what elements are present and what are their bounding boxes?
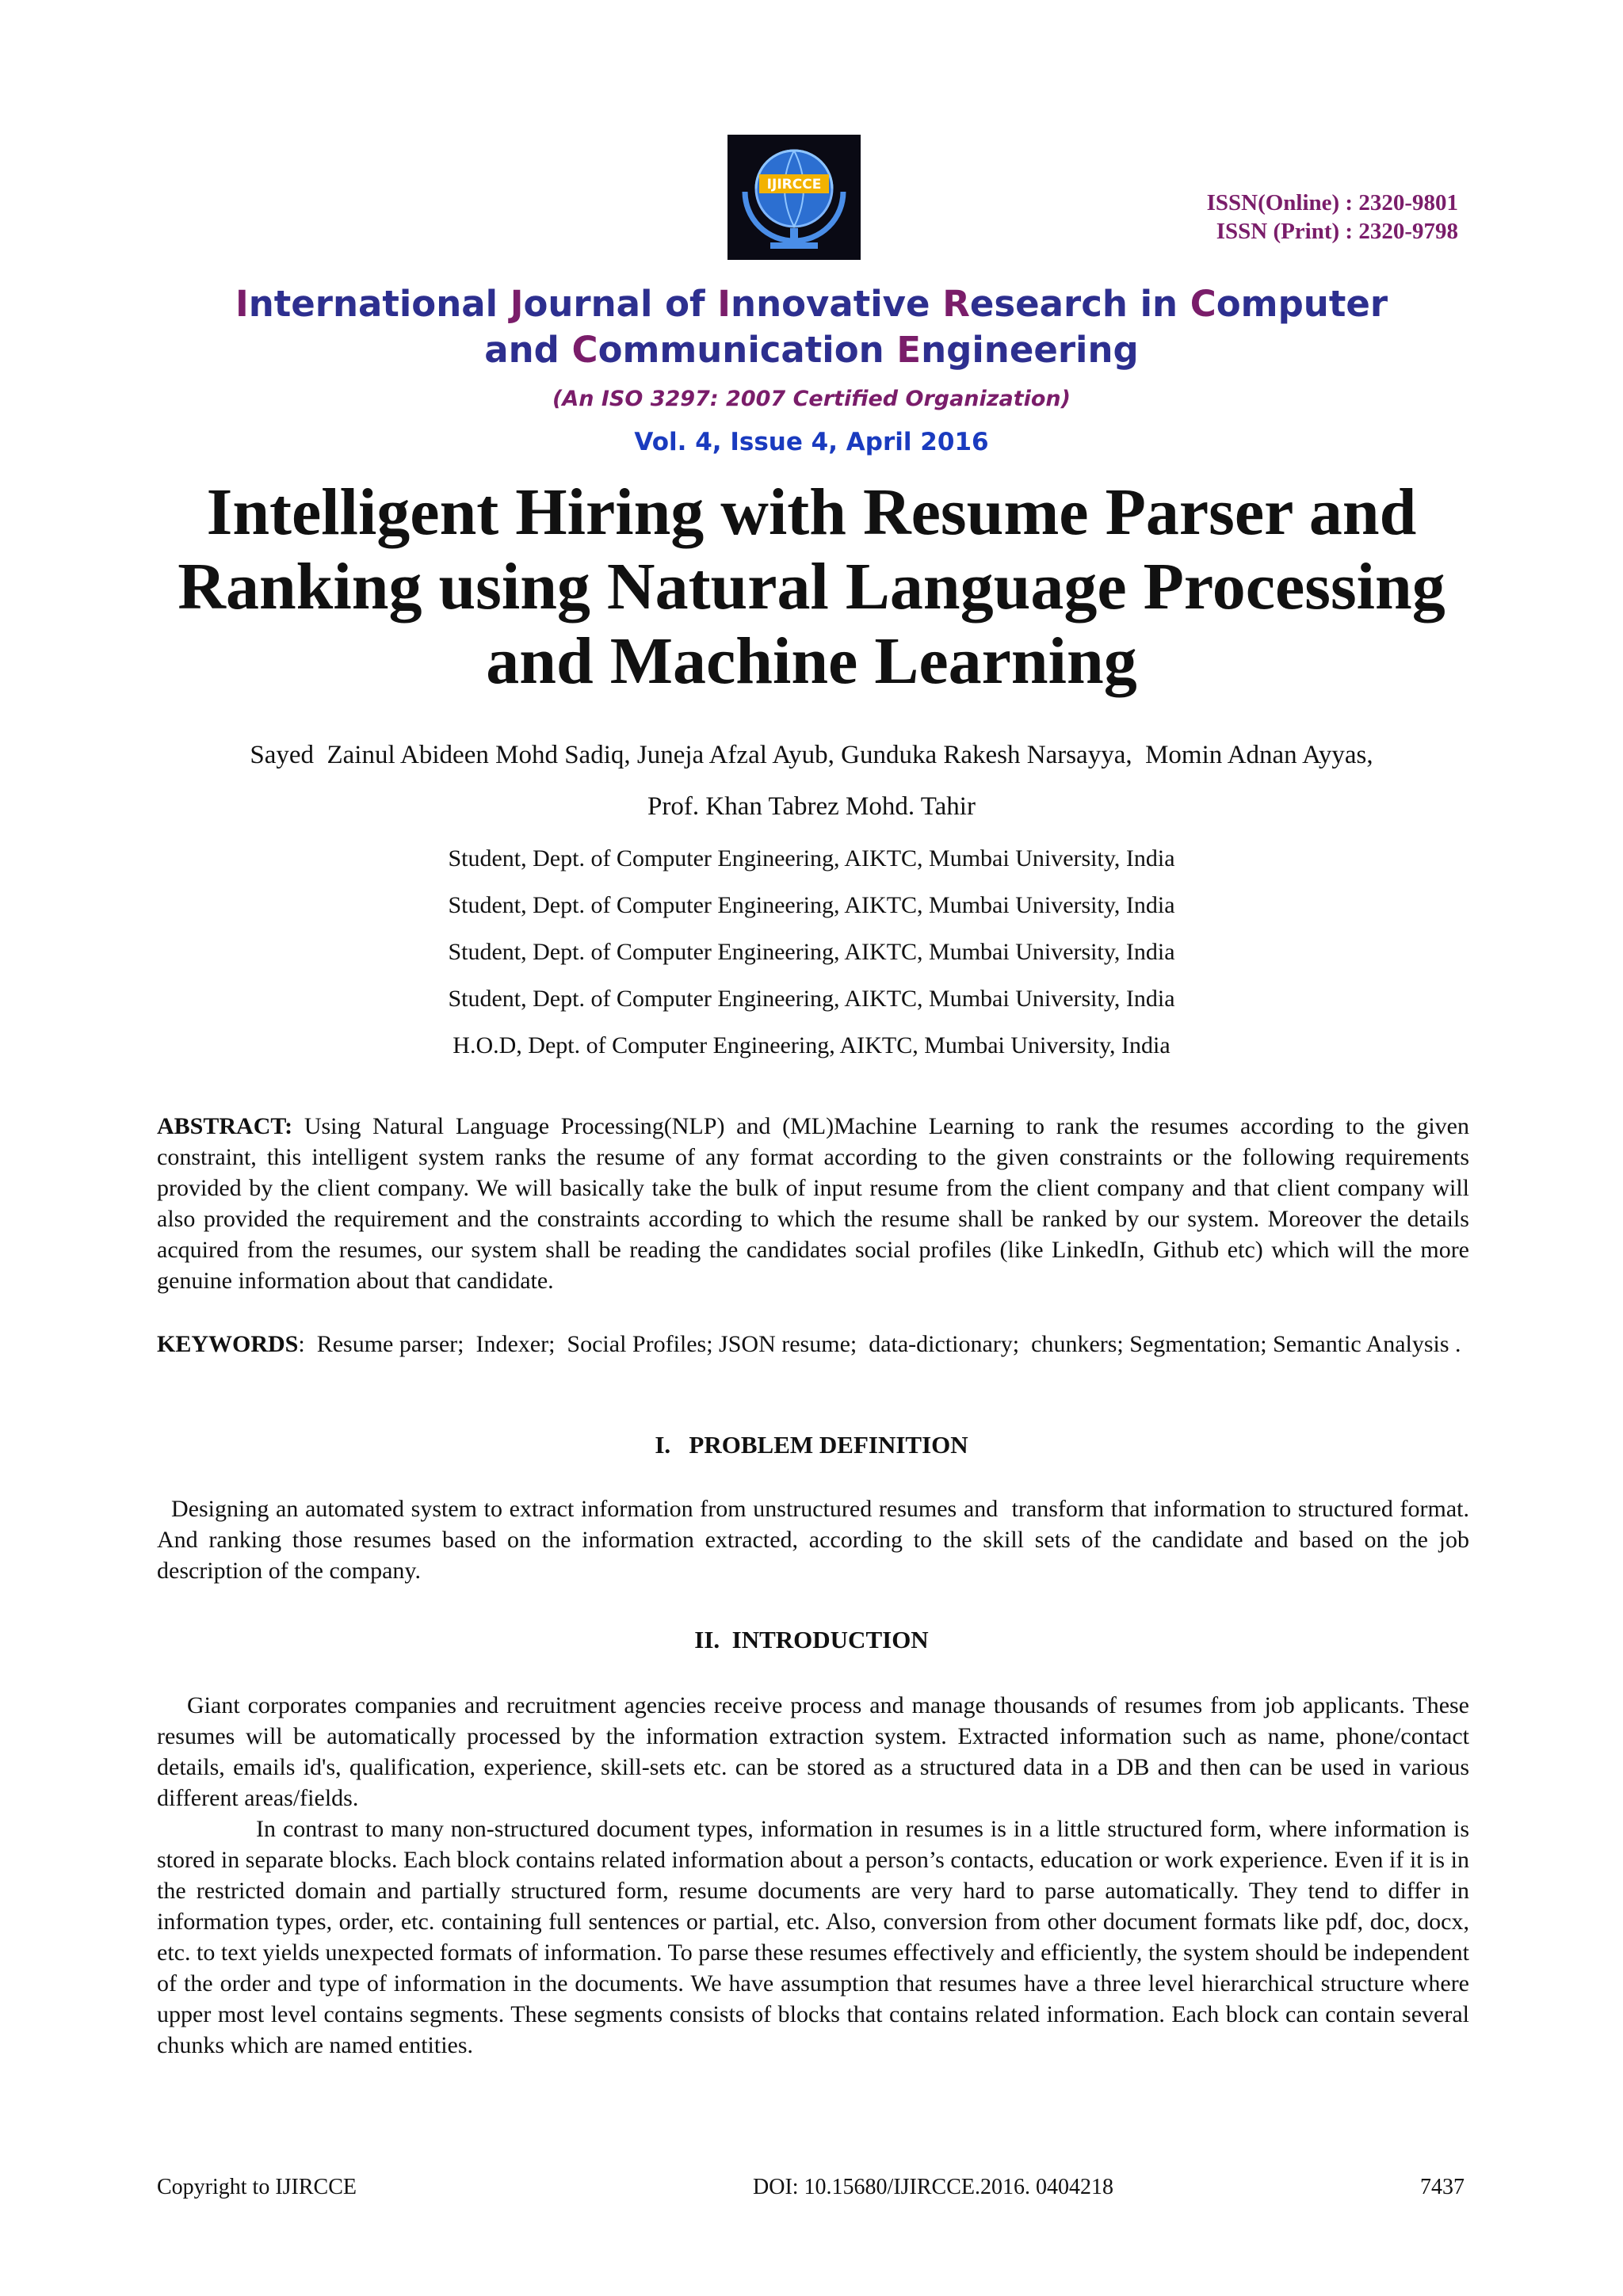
logo-text: IJIRCCE bbox=[766, 177, 822, 193]
keywords-label: KEYWORDS bbox=[157, 1331, 299, 1357]
affiliation: Student, Dept. of Computer Engineering, AIKTC, Mumbai University, India bbox=[448, 939, 1175, 965]
problem-definition-paragraph: Designing an automated system to extract information from unstructured resumes and transform that information to structured format. And ranking those resumes based on the information extracted, according to the skill sets of the candidate and based on the job description of the company. bbox=[157, 1496, 1476, 1584]
issn-online: ISSN(Online) : 2320-9801 bbox=[1206, 190, 1458, 215]
journal-name bbox=[0, 281, 1623, 373]
authors-line: Sayed Zainul Abideen Mohd Sadiq, Juneja Afzal Ayub, Gunduka Rakesh Narsayya, Momin Adnan Ayyas, bbox=[250, 741, 1373, 769]
journal-name-line2 bbox=[0, 327, 1623, 373]
introduction-paragraph: In contrast to many non-structured document types, information in resumes is in a little structured form, where information is stored in separate blocks. Each block contains related information about a person’s contacts, education or work experience. Even if it is in the restricted domain and partially structured form, resume documents are very hard to parse automatically. They tend to differ in information types, order, etc. containing full sentences or partial, etc. Also, conversion from other document formats like pdf, doc, docx, etc. to text yields unexpected formats of information. To parse these resumes effectively and efficiently, the system should be independent of the order and type of information in the documents. We have assumption that resumes have a three level hierarchical structure where upper most level contains segments. These segments consists of blocks that contains related information. Each block can contain several chunks which are named entities. bbox=[157, 1816, 1469, 2058]
title-line: Intelligent Hiring with Resume Parser and bbox=[206, 475, 1417, 549]
journal-name-line1 bbox=[0, 281, 1623, 327]
paper-title bbox=[95, 475, 1528, 699]
title-line: Ranking using Natural Language Processing bbox=[178, 550, 1445, 624]
journal-word: ournal of bbox=[523, 283, 718, 325]
footer-copyright: Copyright to IJIRCCE bbox=[157, 2175, 357, 2199]
abstract-label: ABSTRACT: bbox=[157, 1113, 293, 1139]
affiliation: Student, Dept. of Computer Engineering, AIKTC, Mumbai University, India bbox=[448, 845, 1175, 871]
title-line: and Machine Learning bbox=[486, 624, 1137, 698]
volume-line: Vol. 4, Issue 4, April 2016 bbox=[634, 428, 989, 456]
journal-initial: J bbox=[510, 283, 524, 325]
page-number: 7437 bbox=[1420, 2175, 1465, 2199]
section-heading-problem-definition: I. PROBLEM DEFINITION bbox=[655, 1431, 968, 1459]
affiliation: Student, Dept. of Computer Engineering, AIKTC, Mumbai University, India bbox=[448, 892, 1175, 918]
issn-print: ISSN (Print) : 2320-9798 bbox=[1216, 219, 1458, 244]
journal-initial: I bbox=[717, 283, 731, 325]
journal-initial: E bbox=[896, 329, 922, 371]
certification-line: (An ISO 3297: 2007 Certified Organization) bbox=[552, 387, 1071, 411]
journal-initial: C bbox=[571, 329, 598, 371]
abstract-text: Using Natural Language Processing(NLP) and (ML)Machine Learning to rank the resumes according to the given constraint, this intelligent system ranks the resume of any format according to the given constraints or the following requirements provided by the client company. We will basically take the bulk of input resume from the client company and that client company will also provided the requirement and the constraints according to which the resume shall be ranked by our system. Moreover the details acquired from the resumes, our system shall be reading the candidates social profiles (like LinkedIn, Github etc) which will the more genuine information about that candidate. bbox=[157, 1113, 1469, 1294]
footer-doi: DOI: 10.15680/IJIRCCE.2016. 0404218 bbox=[753, 2175, 1113, 2199]
journal-initial: I bbox=[235, 283, 249, 325]
introduction-paragraph: Giant corporates companies and recruitment agencies receive process and manage thousands of resumes from job applicants. These resumes will be automatically processed by the information extraction system. Extracted information such as name, phone/contact details, emails id's, qualification, experience, skill-sets etc. can be stored as a structured data in a DB and then can be used in various different areas/fields. bbox=[157, 1692, 1469, 1811]
journal-logo bbox=[727, 135, 861, 260]
journal-word: ngineering bbox=[921, 329, 1139, 371]
abstract bbox=[157, 1111, 1469, 1296]
journal-word: omputer bbox=[1216, 283, 1388, 325]
journal-initial: R bbox=[942, 283, 970, 325]
keywords-text: : Resume parser; Indexer; Social Profiles; JSON resume; data-dictionary; chunkers; Segmentation; Semantic Analysis . bbox=[298, 1331, 1461, 1357]
affiliation: Student, Dept. of Computer Engineering, AIKTC, Mumbai University, India bbox=[448, 986, 1175, 1012]
journal-word: esearch in bbox=[969, 283, 1190, 325]
keywords bbox=[157, 1329, 1469, 1360]
journal-word: ommunication bbox=[598, 329, 897, 371]
section-heading-introduction: II. INTRODUCTION bbox=[694, 1626, 929, 1653]
journal-word: and bbox=[484, 329, 572, 371]
authors-line: Prof. Khan Tabrez Mohd. Tahir bbox=[647, 792, 976, 821]
journal-word: nnovative bbox=[731, 283, 943, 325]
journal-word: nternational bbox=[248, 283, 510, 325]
issn-block bbox=[1207, 189, 1458, 246]
journal-initial: C bbox=[1190, 283, 1216, 325]
affiliation: H.O.D, Dept. of Computer Engineering, AIKTC, Mumbai University, India bbox=[453, 1032, 1170, 1058]
globe-logo-icon bbox=[727, 135, 861, 260]
